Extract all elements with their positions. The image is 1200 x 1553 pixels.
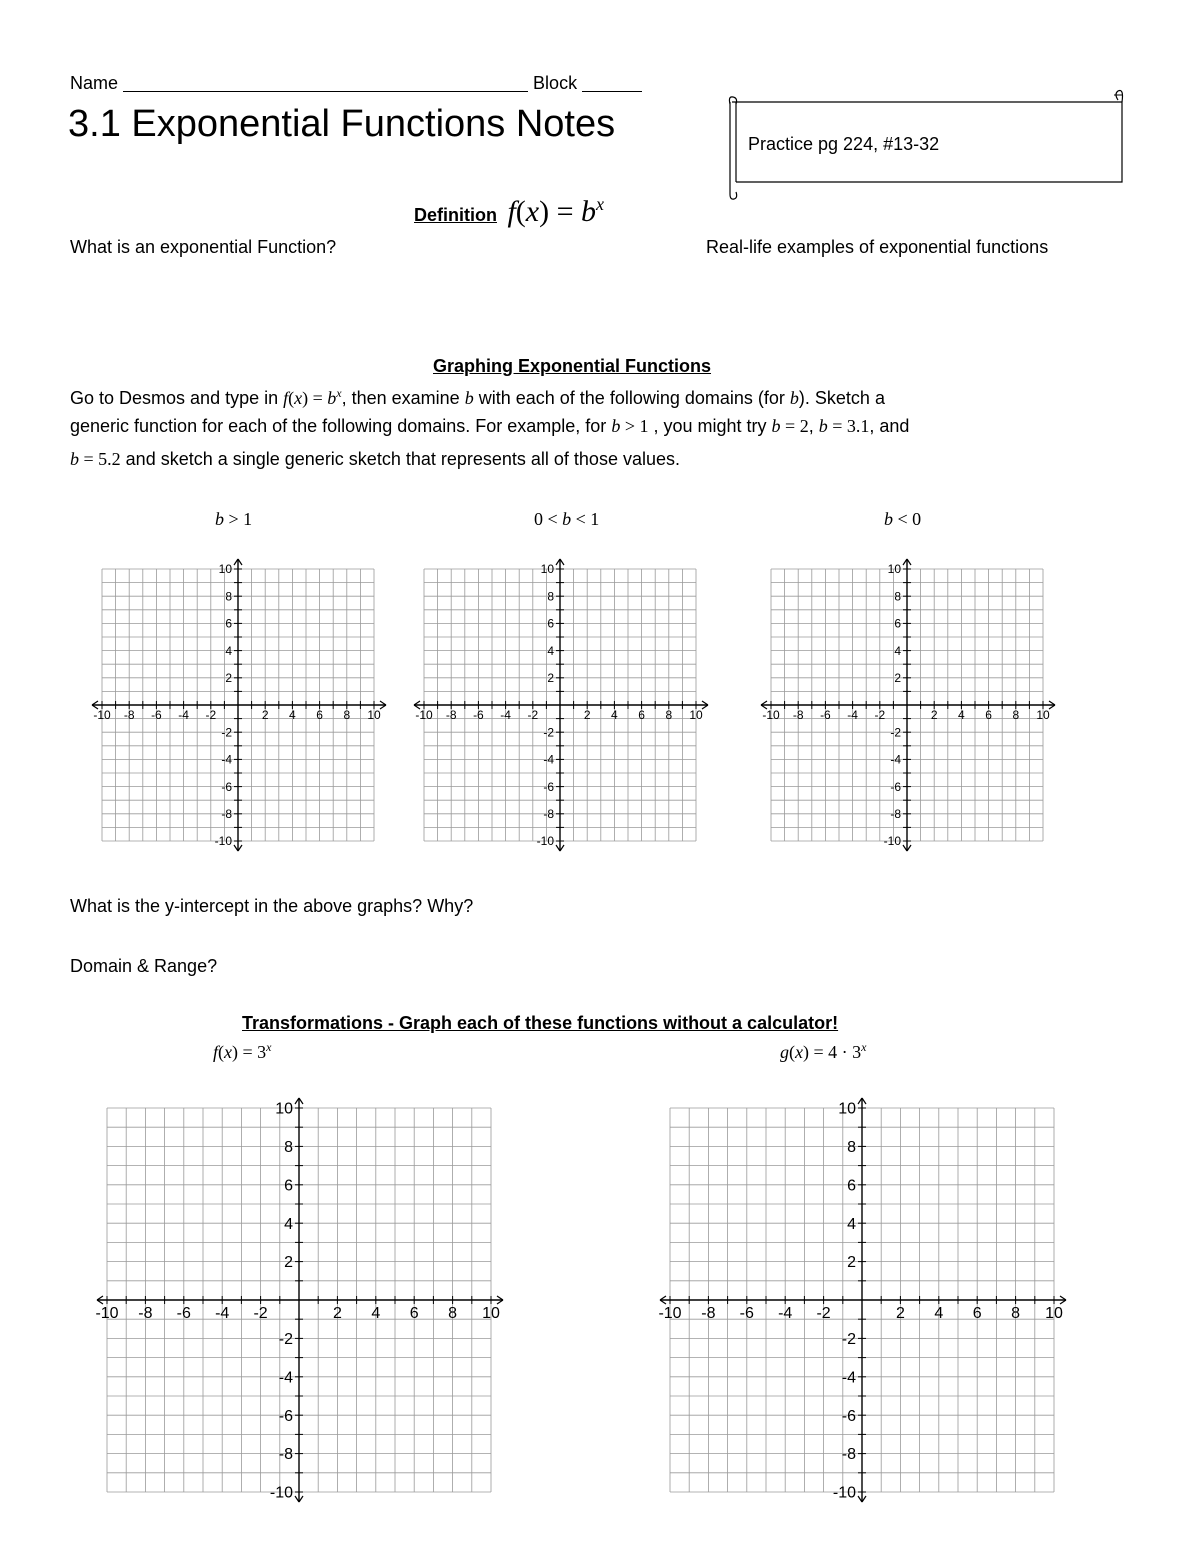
x-tick-label: 4	[289, 708, 296, 722]
y-tick-label: -10	[214, 834, 232, 849]
x-tick-label: 6	[316, 708, 323, 722]
y-tick-label: 6	[847, 1177, 856, 1195]
x-tick-label: -10	[762, 708, 780, 722]
y-tick-label: 4	[225, 643, 232, 658]
definition-formula: $f(x) = b^x$	[507, 194, 605, 228]
x-tick-label: 6	[972, 1305, 982, 1322]
y-tick-label: -4	[841, 1369, 856, 1387]
graph-f-3-to-x[interactable]	[84, 1088, 514, 1518]
y-tick-label: -6	[543, 779, 554, 794]
y-tick-label: 10	[838, 1100, 856, 1118]
y-tick-label: -2	[841, 1331, 856, 1348]
domain-label-3: b < 0	[884, 509, 922, 529]
y-tick-label: -4	[278, 1369, 293, 1387]
y-tick-label: -4	[543, 752, 554, 767]
y-tick-label: -8	[543, 807, 554, 821]
x-tick-label: 2	[895, 1305, 905, 1322]
y-tick-label: -2	[890, 725, 901, 740]
graphing-line-2	[70, 410, 909, 443]
x-tick-label: -4	[500, 708, 511, 722]
x-tick-label: -4	[778, 1305, 793, 1322]
y-tick-label: 10	[218, 562, 232, 577]
inline-formula: $f(x) = b^x$	[283, 386, 342, 408]
x-tick-label: 10	[482, 1305, 500, 1322]
x-tick-label: 4	[958, 708, 965, 722]
domain-label-2: 0 < b < 1	[534, 509, 600, 529]
y-tick-label: -2	[543, 725, 554, 740]
definition-label: Definition	[414, 205, 497, 225]
x-tick-label: 10	[1036, 708, 1050, 722]
name-block-line	[70, 73, 642, 94]
x-tick-label: 2	[332, 1305, 342, 1322]
x-tick-label: 10	[1045, 1305, 1063, 1322]
graphing-text: ,	[808, 416, 814, 436]
x-tick-label: -2	[205, 708, 217, 722]
y-tick-label: 2	[225, 671, 232, 685]
scroll-text: Practice pg 224, #13-32	[748, 134, 940, 154]
y-tick-label: 2	[894, 671, 901, 685]
y-tick-label: -6	[841, 1407, 856, 1425]
x-tick-label: -6	[151, 708, 162, 722]
axes	[92, 559, 386, 851]
transformations-heading: Transformations - Graph each of these functions without a calculator!	[242, 1013, 839, 1033]
x-tick-label: -8	[701, 1305, 716, 1322]
block-blank	[582, 91, 642, 92]
x-tick-label: -10	[93, 708, 111, 722]
graph-b-less-0[interactable]	[758, 555, 1062, 853]
graphing-line-3	[70, 443, 680, 476]
inline-b: b	[464, 388, 474, 408]
y-tick-label: 10	[887, 562, 901, 577]
x-tick-label: 10	[367, 708, 381, 722]
inline-value: b = 2	[771, 416, 809, 436]
y-tick-label: -10	[832, 1484, 856, 1502]
y-tick-label: -10	[883, 834, 901, 849]
y-tick-label: -4	[890, 752, 901, 767]
graph-b-greater-1[interactable]	[88, 555, 392, 853]
y-tick-label: 6	[284, 1177, 293, 1195]
name-label: Name	[70, 73, 119, 93]
y-tick-label: -2	[221, 725, 232, 740]
y-tick-label: -4	[221, 752, 232, 767]
inline-b: b	[789, 388, 799, 408]
x-tick-label: 8	[1012, 708, 1020, 722]
y-tick-label: 6	[547, 616, 554, 631]
graphing-heading: Graphing Exponential Functions	[433, 356, 712, 376]
y-tick-label: 8	[284, 1139, 293, 1156]
graph-b-between-0-1[interactable]	[415, 555, 727, 853]
y-tick-label: 6	[894, 616, 901, 631]
x-tick-label: 4	[934, 1305, 944, 1322]
function-g-label: $g(x) = 4 \cdot 3^x$	[780, 1040, 867, 1062]
graphing-text: , then examine	[341, 388, 460, 408]
inline-condition: b > 1	[611, 416, 649, 436]
axes	[97, 1098, 503, 1502]
y-tick-label: 8	[894, 589, 901, 604]
page-title: 3.1 Exponential Functions Notes	[68, 103, 616, 145]
y-tick-label: -10	[269, 1484, 293, 1502]
x-tick-label: -10	[415, 708, 433, 722]
y-tick-label: 4	[547, 643, 554, 658]
question-y-intercept: What is the y-intercept in the above graphs? Why?	[70, 896, 474, 916]
axes	[660, 1098, 1066, 1502]
x-tick-label: 10	[689, 708, 703, 722]
x-tick-label: -2	[816, 1305, 831, 1322]
axes	[761, 559, 1055, 851]
graphing-text: , and	[869, 416, 910, 436]
x-tick-label: -8	[445, 708, 457, 722]
y-tick-label: 4	[894, 643, 901, 658]
x-tick-label: 8	[448, 1305, 458, 1322]
graphing-text: generic function for each of the following domains. For example, for	[70, 416, 607, 436]
x-tick-label: -6	[739, 1305, 754, 1322]
x-tick-label: -8	[138, 1305, 153, 1322]
axes	[414, 559, 708, 851]
domain-label-1: b > 1	[215, 509, 253, 529]
graphing-text: and sketch a single generic sketch that represents all of those values.	[125, 449, 680, 469]
x-tick-label: 8	[665, 708, 673, 722]
function-f-label: $f(x) = 3^x$	[213, 1040, 272, 1062]
x-tick-label: 2	[583, 708, 591, 722]
y-tick-label: 8	[847, 1139, 856, 1156]
y-tick-label: -6	[221, 779, 232, 794]
y-tick-label: 4	[284, 1215, 293, 1233]
y-tick-label: 10	[540, 562, 554, 577]
graphing-text: with each of the following domains (for	[478, 388, 785, 408]
inline-value: b = 3.1	[818, 416, 870, 436]
x-tick-label: 6	[409, 1305, 419, 1322]
x-tick-label: 8	[343, 708, 351, 722]
x-tick-label: 4	[371, 1305, 381, 1322]
name-blank	[123, 91, 528, 92]
y-tick-label: 8	[225, 589, 232, 604]
x-tick-label: -2	[874, 708, 886, 722]
x-tick-label: -10	[95, 1305, 119, 1322]
x-tick-label: -4	[215, 1305, 230, 1322]
y-tick-label: 6	[225, 616, 232, 631]
y-tick-label: -6	[278, 1407, 293, 1425]
x-tick-label: 4	[611, 708, 618, 722]
question-what-is: What is an exponential Function?	[70, 237, 337, 257]
x-tick-label: -2	[527, 708, 539, 722]
y-tick-label: -10	[536, 834, 554, 849]
x-tick-label: -4	[847, 708, 858, 722]
x-tick-label: 2	[930, 708, 938, 722]
y-tick-label: 2	[547, 671, 554, 685]
y-tick-label: 8	[547, 589, 554, 604]
definition-row	[414, 194, 604, 229]
y-tick-label: 2	[284, 1254, 293, 1272]
y-tick-label: -6	[890, 779, 901, 794]
y-tick-label: 2	[847, 1254, 856, 1272]
graph-g-4-times-3-to-x[interactable]	[648, 1088, 1078, 1518]
x-tick-label: -8	[123, 708, 135, 722]
x-tick-label: -6	[473, 708, 484, 722]
x-tick-label: 2	[261, 708, 269, 722]
x-tick-label: -10	[658, 1305, 682, 1322]
graphing-text: ). Sketch a	[798, 388, 885, 408]
y-tick-label: -8	[890, 807, 901, 821]
x-tick-label: 8	[1011, 1305, 1021, 1322]
x-tick-label: 6	[985, 708, 992, 722]
graphing-text: , you might try	[653, 416, 767, 436]
y-tick-label: -8	[278, 1446, 293, 1464]
y-tick-label: 10	[275, 1100, 293, 1118]
x-tick-label: -8	[792, 708, 804, 722]
x-tick-label: -6	[176, 1305, 191, 1322]
inline-value: b = 5.2	[70, 449, 121, 469]
y-tick-label: 4	[847, 1215, 856, 1233]
y-tick-label: -8	[221, 807, 232, 821]
question-domain-range: Domain & Range?	[70, 956, 218, 976]
y-tick-label: -8	[841, 1446, 856, 1464]
question-real-life: Real-life examples of exponential functions	[706, 237, 1049, 257]
x-tick-label: -6	[820, 708, 831, 722]
x-tick-label: -4	[178, 708, 189, 722]
x-tick-label: 6	[638, 708, 645, 722]
x-tick-label: -2	[253, 1305, 268, 1322]
graphing-text: Go to Desmos and type in	[70, 388, 279, 408]
block-label: Block	[533, 73, 578, 93]
y-tick-label: -2	[278, 1331, 293, 1348]
